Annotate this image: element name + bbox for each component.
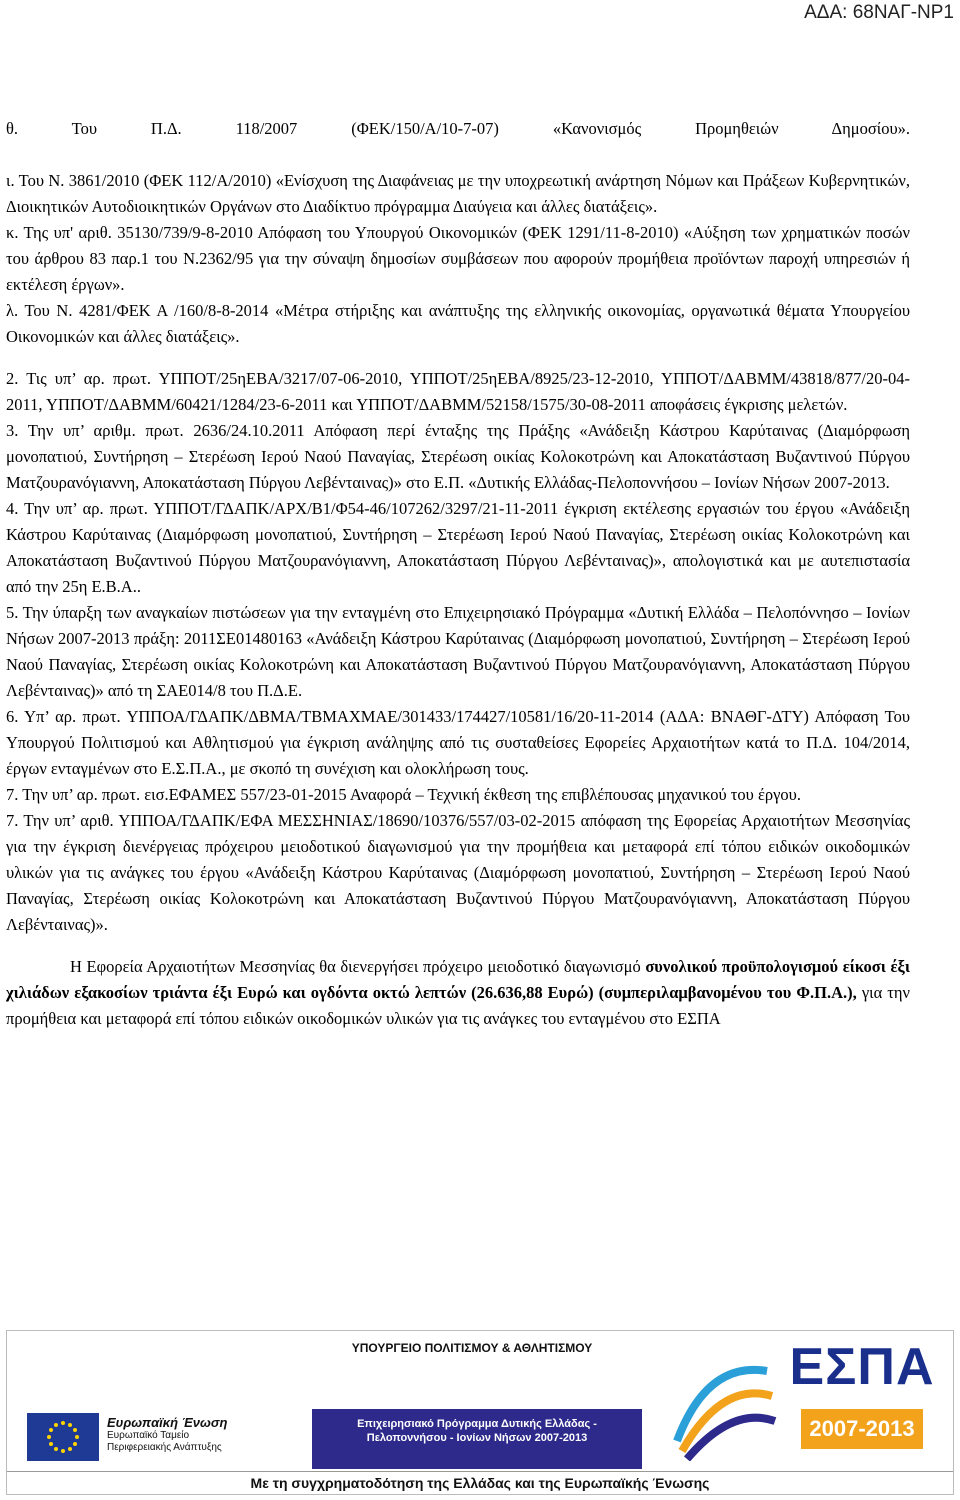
espa-logo [787, 1337, 937, 1467]
eu-flag-icon [27, 1413, 99, 1461]
paragraph-5: 5. Την ύπαρξη των αναγκαίων πιστώσεων για την ενταγμένη στο Επιχειρησιακό Πρόγραμμα «Δυτική Ελλάδα – Πελοπόννησο – Ιονίων Νήσων 2007-2013 πράξη: 2011ΣΕ01480163 «Ανάδειξη Κάστρου Καρύταινας (Διαμόρφωση μονοπατιού, Συντήρηση – Στερέωση Ιερού Ναού Παναγίας, Στερέωση οικίας Κολοκοτρώνη και Αποκατάσταση Βυζαντινού Πύργου Ματζουρανόγιαννη, Αποκατάσταση Πύργου Λεβένταινας)» από τη ΣΑΕ014/8 του Π.Δ.Ε. [6, 603, 910, 700]
cofunding-slogan: Με τη συγχρηματοδότηση της Ελλάδας και της Ευρωπαϊκής Ένωσης [7, 1471, 953, 1494]
paragraph-7a: 7. Την υπ’ αρ. πρωτ. εισ.ΕΦΑΜΕΣ 557/23-01-2015 Αναφορά – Τεχνική έκθεση της επιβλέπουσας μηχανικού του έργου. [6, 785, 801, 804]
paragraph-6: 6. Υπ’ αρ. πρωτ. ΥΠΠΟΑ/ΓΔΑΠΚ/ΔΒΜΑ/ΤΒΜΑΧΜΑΕ/301433/174427/10581/16/20-11-2014 (ΑΔΑ: ΒΝΑΘΓ-ΔΤΥ) Απόφαση Του Υπουργού Πολιτισμού και Αθλητισμού για έγκριση ανάληψης από τις συσταθείσες Εφορείες Αρχαιοτήτων κατά το Π.Δ. 104/2014, έργων ενταγμένων στο Ε.Σ.Π.Α., με σκοπό τη συνέχιση και ολοκλήρωση τους. [6, 707, 910, 778]
eu-text [107, 1415, 227, 1454]
espa-years: 2007-2013 [801, 1409, 923, 1449]
espa-banner [6, 1330, 954, 1495]
paragraph-iota: ι. Του Ν. 3861/2010 (ΦΕΚ 112/Α/2010) «Ενίσχυση της Διαφάνειας με την υποχρεωτική ανάρτηση Νόμων και Πράξεων Κυβερνητικών, Διοικητικών Αυτοδιοικητικών Οργάνων στο Διαδίκτυο πρόγραμμα Διαύγεια και άλλες διατάξεις». [6, 171, 910, 216]
eu-fund-line2: Περιφερειακής Ανάπτυξης [107, 1442, 222, 1453]
paragraph-final [6, 954, 910, 1032]
final-budget-bold: συνολικού προϋπολογισμού είκοσι έξι χιλιάδων εξακοσίων τριάντα έξι Ευρώ και ογδόντα οκτώ λεπτών (26.636,88 Ευρώ) (συμπεριλαμβανομένου του Φ.Π.Α.), [6, 957, 910, 1002]
paragraph-4: 4. Την υπ’ αρ. πρωτ. ΥΠΠΟΤ/ΓΔΑΠΚ/ΑΡΧ/Β1/Φ54-46/107262/3297/21-11-2011 έγκριση εκτέλεσης εργασιών του έργου «Ανάδειξη Κάστρου Καρύταινας (Διαμόρφωση μονοπατιού, Συντήρηση – Στερέωση Ιερού Ναού Παναγίας, Στερέωση οικίας Κολοκοτρώνη και Αποκατάσταση Βυζαντινού Πύργου Ματζουρανόγιαννη, Αποκατάσταση Πύργου Λεβένταινας)», απολογιστικά και με αυτεπιστασία από την 25η Ε.Β.Α.. [6, 499, 910, 596]
paragraph-theta: θ. Του Π.Δ. 118/2007 (ΦΕΚ/150/Α/10-7-07) «Κανονισμός Προμηθειών Δημοσίου». [6, 119, 910, 138]
paragraph-kappa: κ. Της υπ' αριθ. 35130/739/9-8-2010 Απόφαση του Υπουργού Οικονομικών (ΦΕΚ 1291/11-8-2010) «Αύξηση των χρηματικών ποσών του άρθρου 83 παρ.1 του Ν.2362/95 για την σύναψη δημοσίων συμβάσεων που αφορούν προμήθεια προϊόντων παροχή υπηρεσιών ή εκτέλεση έργων». [6, 223, 910, 294]
paragraph-7b: 7. Την υπ’ αριθ. ΥΠΠΟΑ/ΓΔΑΠΚ/ΕΦΑ ΜΕΣΣΗΝΙΑΣ/18690/10376/557/03-02-2015 απόφαση της Εφορείας Αρχαιοτήτων Μεσσηνίας για την έγκριση διενέργειας πρόχειρου μειοδοτικού διαγωνισμού για την προμήθεια και μεταφορά επί τόπου ειδικών οικοδομικών υλικών για τις ανάγκες του έργου «Ανάδειξη Κάστρου Καρύταινας (Διαμόρφωση μονοπατιού, Συντήρηση – Στερέωση Ιερού Ναού Παναγίας, Στερέωση οικίας Κολοκοτρώνη και Αποκατάσταση Βυζαντινού Πύργου Ματζουρανόγιαννη, Αποκατάσταση Πύργου Λεβένταινας)». [6, 811, 910, 934]
ada-code: ΑΔΑ: 68ΝΑΓ-ΝΡ1 [804, 2, 954, 23]
paragraph-lambda: λ. Του Ν. 4281/ΦΕΚ Α /160/8-8-2014 «Μέτρα στήριξης και ανάπτυξης της ελληνικής οικονομίας, οργανωτικά θέματα Υπουργείου Οικονομικών και άλλες διατάξεις». [6, 301, 910, 346]
final-text-start: Η Εφορεία Αρχαιοτήτων Μεσσηνίας θα διενεργήσει πρόχειρο μειοδοτικό διαγωνισμό [70, 957, 641, 976]
espa-wordmark: ΕΣΠΑ [789, 1338, 935, 1396]
document-body [6, 116, 910, 1032]
eu-logo-block [27, 1413, 287, 1468]
ministry-label: ΥΠΟΥΡΓΕΙΟ ΠΟΛΙΤΙΣΜΟΥ & ΑΘΛΗΤΙΣΜΟΥ [351, 1341, 593, 1355]
banner-top [7, 1331, 955, 1473]
paragraph-3: 3. Την υπ’ αριθμ. πρωτ. 2636/24.10.2011 Απόφαση περί ένταξης της Πράξης «Ανάδειξη Κάστρου Καρύταινας (Διαμόρφωση μονοπατιού, Συντήρηση – Στερέωση Ιερού Ναού Παναγίας, Στερέωση οικίας Κολοκοτρώνη και Αποκατάσταση Βυζαντινού Πύργου Ματζουρανόγιαννη, Αποκατάσταση Πύργου Λεβένταινας)» στο Ε.Π. «Δυτικής Ελλάδας-Πελοποννήσου – Ιονίων Νήσων 2007-2013. [6, 421, 910, 492]
program-box [312, 1409, 642, 1469]
espa-swirl-icon [667, 1341, 777, 1461]
paragraph-2: 2. Τις υπ’ αρ. πρωτ. ΥΠΠΟΤ/25ηΕΒΑ/3217/07-06-2010, ΥΠΠΟΤ/25ηΕΒΑ/8925/23-12-2010, ΥΠΠΟΤ/ΔΑΒΜΜ/43818/877/20-04-2011, ΥΠΠΟΤ/ΔΑΒΜΜ/60421/1284/23-6-2011 και ΥΠΠΟΤ/ΔΑΒΜΜ/52158/1575/30-08-2011 αποφάσεις έγκρισης μελετών. [6, 369, 910, 414]
eu-title: Ευρωπαϊκή Ένωση [107, 1415, 228, 1430]
program-label: Επιχειρησιακό Πρόγραμμα Δυτικής Ελλάδας - Πελοποννήσου - Ιονίων Νήσων 2007-2013 [357, 1418, 597, 1444]
eu-fund-line1: Ευρωπαϊκό Ταμείο [107, 1430, 190, 1441]
final-text-end: για την προμήθεια και μεταφορά επί τόπου ειδικών οικοδομικών υλικών για τις ανάγκες του ενταγμένου στο ΕΣΠΑ [6, 983, 910, 1028]
